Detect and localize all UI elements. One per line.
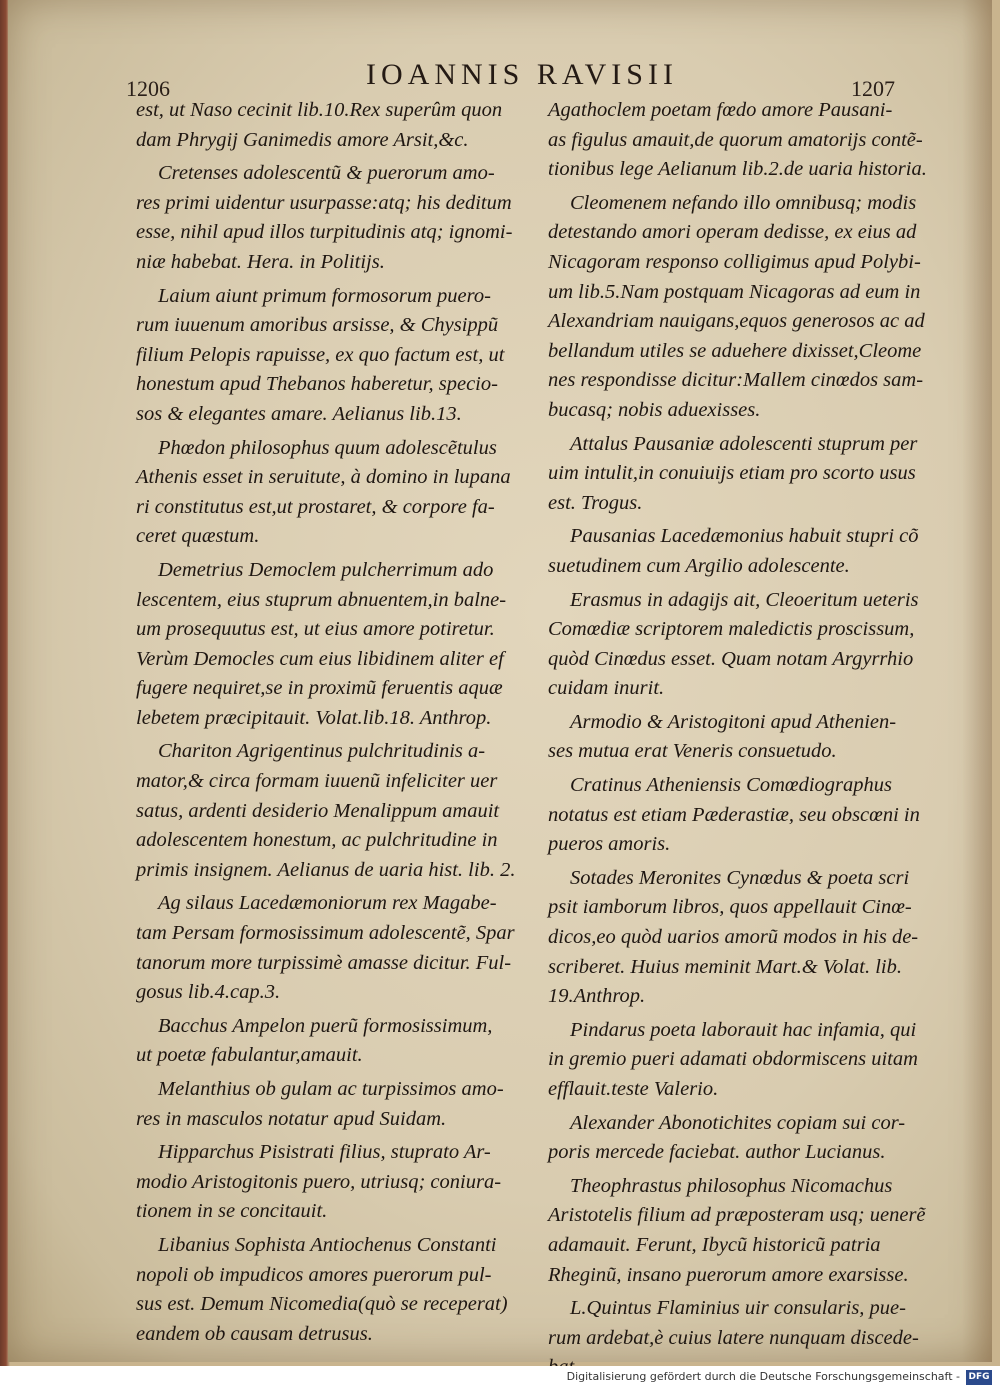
text-line: lescentem, eius stuprum abnuentem,in balne- (136, 588, 507, 611)
text-line: Rheginũ, insano puerorum amore exarsisse. (548, 1263, 909, 1286)
paragraph (136, 96, 536, 155)
text-line: Comœdiæ scriptorem maledictis proscissum, (548, 618, 915, 641)
text-line: Cretenses adolescentũ & puerorum amo- (158, 162, 495, 185)
text-line: ceret quæstum. (136, 525, 260, 548)
paragraph (548, 430, 943, 519)
text-line: fugere nequiret,se in proximũ feruentis aquæ (136, 677, 503, 700)
text-line: Chariton Agrigentinus pulchritudinis a- (158, 740, 486, 763)
paragraph (136, 434, 536, 552)
text-line: res in masculos notatur apud Suidam. (136, 1107, 447, 1130)
text-line: Nicagoram responso colligimus apud Polybi- (548, 250, 921, 273)
dfg-logo: DFG (966, 1370, 992, 1385)
running-head: IOANNIS RAVISII (366, 58, 678, 91)
text-line: tionem in se concitauit. (136, 1200, 328, 1223)
text-line: modio Aristogitonis puero, utriusq; coniura- (136, 1170, 502, 1193)
text-line: gosus lib.4.cap.3. (136, 981, 281, 1004)
text-line: filium Pelopis rapuisse, ex quo factum est, ut (136, 343, 505, 366)
text-line: lebetem præcipitauit. Volat.lib.18. Anthrop. (136, 706, 492, 729)
text-line: 19.Anthrop. (548, 985, 646, 1008)
paragraph (136, 1138, 536, 1227)
text-line: efflauit.teste Valerio. (548, 1078, 719, 1100)
text-line: notatus est etiam Pæderastiæ, seu obscœni in (548, 803, 920, 826)
paragraph (136, 1075, 536, 1134)
paragraph (136, 556, 536, 734)
page-header (8, 58, 992, 101)
paragraph (548, 522, 943, 581)
text-line: poris mercede faciebat. author Lucianus. (548, 1141, 886, 1164)
text-line: adamauit. Ferunt, Ibycũ historicũ patria (548, 1233, 881, 1256)
text-line: um prosequutus est, ut eius amore potiretur. (136, 618, 495, 641)
text-line: rum ardebat,è cuius latere nunquam discede- (548, 1326, 919, 1349)
text-line: uim intulit,in conuiuijs etiam pro scorto usus (548, 462, 916, 485)
footer-bar (0, 1366, 1000, 1389)
folio-right: 1207 (851, 76, 895, 101)
text-line: Ag silaus Lacedæmoniorum rex Magabe- (158, 892, 497, 915)
footer-credit: Digitalisierung gefördert durch die Deutsche Forschungsgemeinschaft - (566, 1370, 960, 1383)
text-line: um lib.5.Nam postquam Nicagoras ad eum in (548, 280, 921, 303)
text-line: ri constitutus est,ut prostaret, & corpore fa- (136, 495, 495, 518)
paragraph (548, 1172, 943, 1290)
book-page (8, 0, 992, 1362)
text-line: res primi uidentur usurpasse:atq; his deditum (136, 191, 512, 214)
text-line: Alexandriam nauigans,equos generosos ac ad (548, 310, 925, 333)
text-line: Erasmus in adagijs ait, Cleoeritum ueteris (570, 588, 919, 611)
text-line: Pindarus poeta laborauit hac infamia, qui (570, 1018, 917, 1041)
text-line: as figulus amauit,de quorum amatorijs contẽ- (548, 128, 923, 151)
folio-left: 1206 (126, 76, 170, 101)
text-line: Melanthius ob gulam ac turpissimos amo- (158, 1078, 504, 1100)
text-line: Aristotelis filium ad præposteram usq; uenerẽ (548, 1204, 926, 1227)
paragraph (548, 864, 943, 1012)
text-line: Theophrastus philosophus Nicomachus (570, 1174, 893, 1197)
text-line: Laium aiunt primum formosorum puero- (158, 284, 491, 307)
text-line: ses mutua erat Veneris consuetudo. (548, 740, 837, 763)
text-line: Pausanias Lacedæmonius habuit stupri cõ (570, 525, 919, 548)
text-line: Bacchus Ampelon puerũ formosissimum, (158, 1014, 493, 1037)
paragraph (136, 159, 536, 277)
text-line: esse, nihil apud illos turpitudinis atq; ignomi- (136, 221, 513, 244)
text-line: Cratinus Atheniensis Comœdiographus (570, 774, 892, 797)
text-line: Attalus Pausaniæ adolescenti stuprum per (570, 432, 918, 455)
text-line: Sotades Meronites Cynœdus & poeta scri (570, 866, 910, 889)
text-line: Verùm Democles cum eius libidinem aliter ef (136, 647, 504, 670)
text-line: nopoli ob impudicos amores puerorum pul- (136, 1263, 492, 1286)
text-line: Phœdon philosophus quum adolescẽtulus (158, 436, 497, 459)
paragraph (548, 189, 943, 426)
text-line: dam Phrygij Ganimedis amore Arsit,&c. (136, 128, 469, 151)
text-line: est, ut Naso cecinit lib.10.Rex superûm quon (136, 99, 503, 121)
text-line: satus, ardenti desiderio Menalippum amauit (136, 799, 500, 822)
text-line: in gremio pueri adamati obdormiscens uitam (548, 1048, 918, 1071)
paragraph (548, 96, 943, 185)
text-line: dicos,eo quòd uarios amorũ modos in his de- (548, 926, 919, 949)
text-line: Alexander Abonotichites copiam sui cor- (570, 1111, 906, 1134)
paragraph (136, 282, 536, 430)
text-line: Agathoclem poetam fœdo amore Pausani- (548, 99, 893, 121)
page-gutter-shade (962, 0, 992, 1362)
paragraph (136, 1012, 536, 1071)
text-line: detestando amori operam dedisse, ex eius ad (548, 221, 917, 244)
paragraph (136, 1231, 536, 1349)
text-line: tanorum more turpissimè amasse dicitur. Ful- (136, 951, 512, 974)
text-line: Libanius Sophista Antiochenus Constanti (158, 1233, 497, 1256)
right-column (548, 96, 943, 1387)
text-line: Demetrius Democlem pulcherrimum ado (158, 558, 494, 581)
text-line: nes respondisse dicitur:Mallem cinœdos sam- (548, 369, 924, 392)
text-line: tionibus lege Aelianum lib.2.de uaria historia. (548, 158, 927, 181)
text-line: cuidam inurit. (548, 677, 665, 700)
paragraph (548, 1016, 943, 1105)
paragraph (548, 708, 943, 767)
text-line: Cleomenem nefando illo omnibusq; modis (570, 191, 917, 214)
left-column (136, 96, 536, 1353)
text-line: Athenis esset in seruitute, à domino in lupana (136, 466, 511, 489)
text-line: scriberet. Huius meminit Mart.& Volat. lib. (548, 955, 902, 978)
text-line: honestum apud Thebanos haberetur, specio- (136, 373, 498, 396)
paragraph (136, 889, 536, 1007)
text-line: sos & elegantes amare. Aelianus lib.13. (136, 402, 462, 425)
text-line: rum iuuenum amoribus arsisse, & Chysippũ (136, 314, 499, 337)
text-line: primis insignem. Aelianus de uaria hist. lib. 2. (136, 858, 516, 881)
text-line: sus est. Demum Nicomedia(quò se receperat) (136, 1293, 508, 1316)
paragraph (548, 1109, 943, 1168)
text-line: est. Trogus. (548, 491, 643, 514)
text-line: L.Quintus Flaminius uir consularis, pue- (570, 1297, 906, 1320)
text-line: psit iamborum libros, quos appellauit Cinœ- (548, 896, 912, 919)
text-line: pueros amoris. (548, 833, 671, 856)
text-line: suetudinem cum Argilio adolescente. (548, 554, 850, 577)
paragraph (548, 586, 943, 704)
text-line: Hipparchus Pisistrati filius, stuprato Ar- (158, 1141, 491, 1164)
text-line: bellandum utiles se aduehere dixisset,Cleome (548, 339, 922, 362)
text-line: mator,& circa formam iuuenũ infeliciter uer (136, 770, 498, 793)
text-line: niæ habebat. Hera. in Politijs. (136, 250, 385, 273)
paragraph (136, 737, 536, 885)
text-line: ut poetæ fabulantur,amauit. (136, 1044, 363, 1067)
text-line: adolescentem honestum, ac pulchritudine in (136, 829, 498, 852)
text-line: quòd Cinœdus esset. Quam notam Argyrrhio (548, 647, 914, 670)
text-line: bucasq; nobis aduexisses. (548, 398, 761, 421)
text-line: Armodio & Aristogitoni apud Athenien- (570, 710, 897, 733)
paragraph (548, 771, 943, 860)
text-line: tam Persam formosissimum adolescentẽ, Spar (136, 922, 515, 945)
text-line: eandem ob causam detrusus. (136, 1322, 373, 1345)
